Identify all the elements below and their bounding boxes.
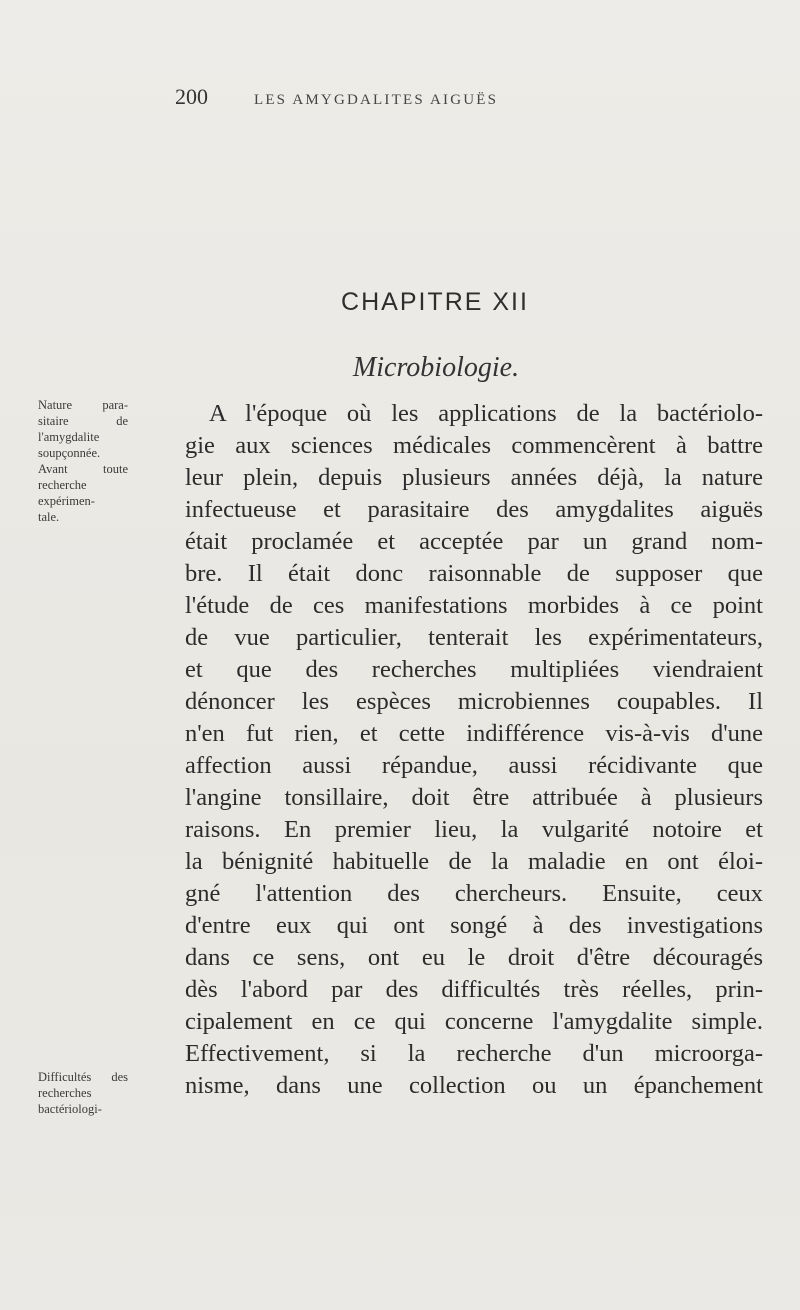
page-number: 200 bbox=[175, 84, 208, 109]
marginal-note-line: Avant toute bbox=[38, 462, 128, 476]
body-line: était proclamée et acceptée par un grand nom- bbox=[185, 528, 763, 555]
marginal-note-line: Difficultés des bbox=[38, 1070, 128, 1084]
section-title: Microbiologie. bbox=[352, 352, 520, 383]
body-line: n'en fut rien, et cette indifférence vis-à-vis d'une bbox=[185, 720, 763, 747]
marginal-note-difficultes bbox=[38, 1069, 128, 1117]
marginal-note-line: expérimen- bbox=[38, 494, 95, 508]
chapter-title: CHAPITRE XII bbox=[341, 288, 529, 316]
body-line: cipalement en ce qui concerne l'amygdalite simple. bbox=[185, 1008, 763, 1035]
body-line: bre. Il était donc raisonnable de supposer que bbox=[185, 560, 763, 587]
marginal-note-nature-parasitaire bbox=[38, 397, 128, 525]
body-line: dénoncer les espèces microbiennes coupables. Il bbox=[185, 688, 763, 715]
body-line: d'entre eux qui ont songé à des investigations bbox=[185, 912, 763, 939]
body-line: nisme, dans une collection ou un épanchement bbox=[185, 1072, 763, 1099]
body-line: raisons. En premier lieu, la vulgarité notoire et bbox=[185, 816, 763, 843]
marginal-note-line: soupçonnée. bbox=[38, 446, 101, 460]
body-line: de vue particulier, tenterait les expérimentateurs, bbox=[185, 624, 763, 651]
running-title: LES AMYGDALITES AIGUËS bbox=[253, 92, 499, 108]
running-head bbox=[175, 84, 645, 110]
body-line: la bénignité habituelle de la maladie en ont éloi- bbox=[185, 848, 763, 875]
marginal-note-line: sitaire de bbox=[38, 414, 128, 428]
marginal-note-line: recherche bbox=[38, 478, 87, 492]
body-line: leur plein, depuis plusieurs années déjà, la nature bbox=[185, 464, 763, 491]
body-line: gie aux sciences médicales commencèrent à battre bbox=[185, 432, 763, 459]
body-paragraph bbox=[185, 398, 763, 1102]
marginal-note-line: recherches bbox=[38, 1086, 92, 1100]
body-line: affection aussi répandue, aussi récidivante que bbox=[185, 752, 763, 779]
marginal-note-line: l'amygdalite bbox=[38, 430, 100, 444]
marginal-note-line: Nature para- bbox=[38, 398, 128, 412]
body-line: l'angine tonsillaire, doit être attribuée à plusieurs bbox=[185, 784, 763, 811]
body-line: dans ce sens, ont eu le droit d'être découragés bbox=[185, 944, 763, 971]
body-line: Effectivement, si la recherche d'un microorga- bbox=[185, 1040, 763, 1067]
body-line: A l'époque où les applications de la bactériolo- bbox=[209, 400, 763, 427]
marginal-note-line: bactériologi- bbox=[38, 1102, 102, 1116]
marginal-note-line: tale. bbox=[38, 510, 60, 524]
body-line: gné l'attention des chercheurs. Ensuite, ceux bbox=[185, 880, 763, 907]
body-line: l'étude de ces manifestations morbides à ce point bbox=[185, 592, 763, 619]
body-line: dès l'abord par des difficultés très réelles, prin- bbox=[185, 976, 763, 1003]
body-line: infectueuse et parasitaire des amygdalites aiguës bbox=[185, 496, 763, 523]
body-line: et que des recherches multipliées viendraient bbox=[185, 656, 763, 683]
